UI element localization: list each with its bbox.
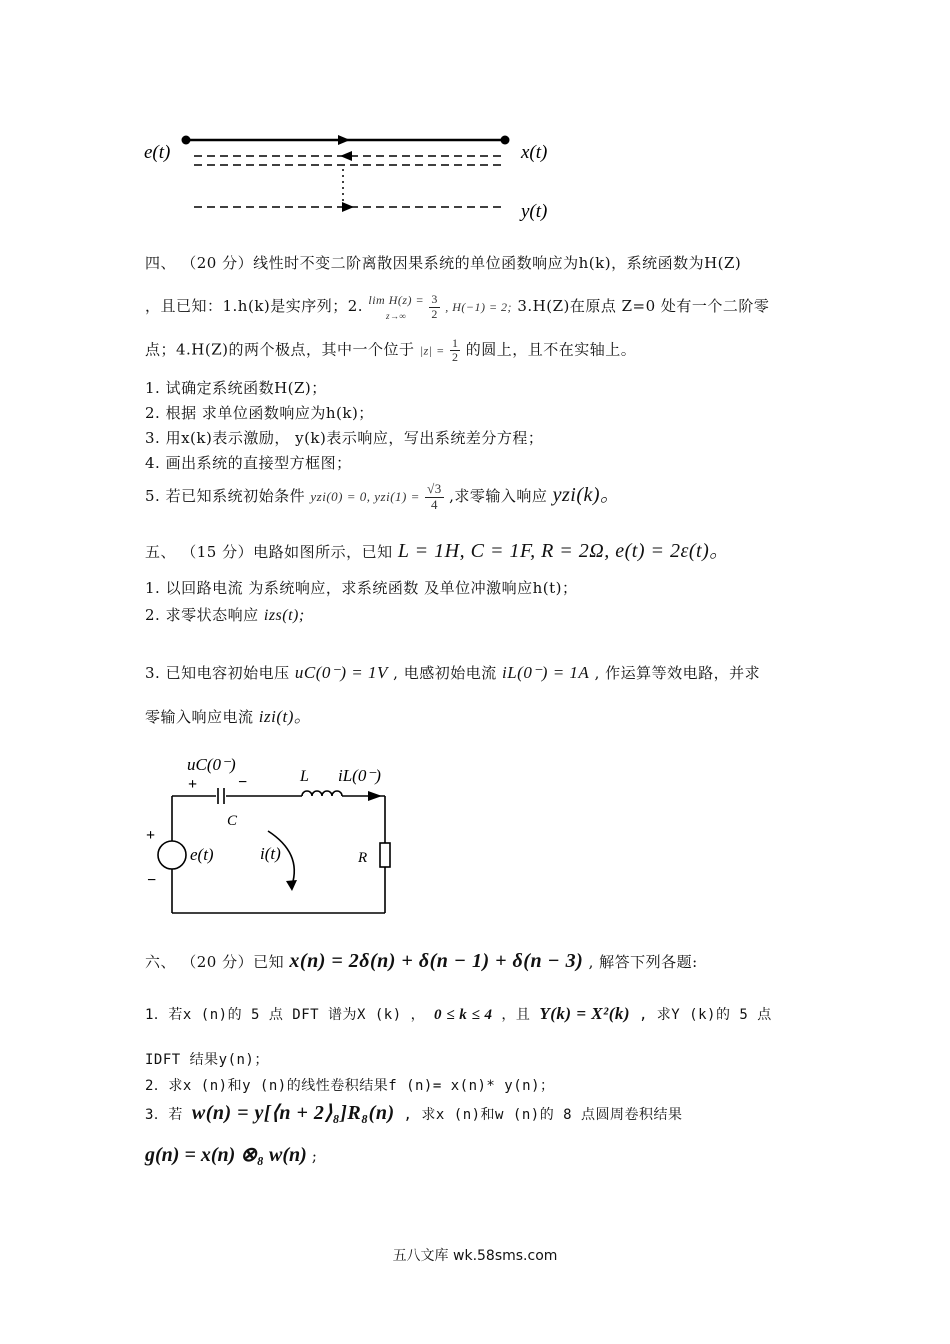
- section6-item1-math2: Y(k) = X²(k): [539, 1004, 631, 1023]
- section6-item-3-line2: [145, 1142, 317, 1167]
- e-source-label: e(t): [190, 845, 214, 864]
- cond-frac: $\frac{3}{2}$: [431, 292, 438, 321]
- circuit-diagram: [140, 745, 410, 920]
- section6-item-2: 2．求x (n)和y (n)的线性卷积结果f (n)= x(n)* y(n)；: [145, 1078, 555, 1094]
- line3-frac: $\frac{1}{2}$: [451, 336, 459, 365]
- item5-b: ,求零输入响应: [449, 487, 548, 505]
- item5-math: yzi(0) = 0, yzi(1) =: [310, 489, 420, 504]
- item5-frac: $\frac{√3}{4}$: [427, 481, 442, 512]
- i-loop-label: i(t): [260, 844, 281, 863]
- section4-item-2: 2. 根据 求单位函数响应为h(k)；: [145, 404, 374, 422]
- section5-heading: [145, 534, 730, 563]
- output-arrow: [342, 202, 354, 212]
- section6-item1-math1: 0 ≤ k ≤ 4: [434, 1007, 493, 1023]
- section6-item3-end: ;: [311, 1147, 318, 1165]
- section4-line3-a: 点；4.H(Z)的两个极点，其中一个位于: [145, 340, 415, 359]
- section5-item-2: [145, 604, 305, 625]
- section5-item3-math3: izi(t)。: [258, 707, 312, 726]
- node-e: [182, 136, 191, 145]
- section5-heading-a: 五、 （15 分）电路如图所示，已知: [145, 543, 393, 561]
- footer-text: 五八文库 wk.58sms.com: [392, 1248, 558, 1264]
- section5-item-1: 1. 以回路电流 为系统响应，求系统函数 及单位冲激响应h(t)；: [145, 579, 578, 597]
- section5-item-3-line2: [145, 702, 311, 727]
- signal-flow-graph: [140, 125, 570, 230]
- item5-a: 5. 若已知系统初始条件: [145, 487, 306, 505]
- section4-item-1: 1. 试确定系统函数H(Z)；: [145, 379, 327, 397]
- node-x: [501, 136, 510, 145]
- l-label: L: [300, 768, 309, 785]
- c-label: C: [227, 813, 238, 829]
- section5-heading-math: L = 1H, C = 1F, R = 2Ω, e(t) = 2ε(t)。: [397, 540, 730, 562]
- section6-item3-math2: g(n) = x(n) ⊗₈ w(n): [145, 1144, 307, 1166]
- cond-lim: [368, 292, 424, 322]
- section4-line3: [145, 337, 636, 364]
- uc-minus: −: [238, 774, 248, 791]
- section6-heading-math: x(n) = 2δ(n) + δ(n − 1) + δ(n − 3): [289, 950, 584, 972]
- section6-heading-b: , 解答下列各题:: [588, 953, 698, 971]
- il-label: iL(0⁻): [338, 766, 381, 785]
- section6-item1-a: 1．若x (n)的 5 点 DFT 谱为X (k) ，: [145, 1007, 426, 1023]
- source-minus: −: [147, 872, 157, 889]
- section6-item1-c: , 求Y (k)的 5 点: [638, 1007, 772, 1023]
- feedback-arrow: [340, 151, 352, 161]
- section4-heading: 四、 （20 分）线性时不变二阶离散因果系统的单位函数响应为h(k)，系统函数为H(Z): [145, 254, 742, 272]
- section5-item3-math1: uC(0⁻) = 1V: [294, 663, 388, 682]
- section6-item3-math: w(n) = y[⟨n + 2⟩₈]R₈(n): [191, 1102, 395, 1124]
- voltage-source: [158, 841, 186, 869]
- section5-item3-line2-a: 零输入响应电流: [145, 708, 254, 726]
- y-label: y(t): [521, 201, 548, 222]
- section6-item-3: [145, 1100, 682, 1125]
- section4-line2-b: 3.H(Z)在原点 Z=0 处有一个二阶零: [517, 297, 770, 315]
- resistor: [380, 843, 390, 867]
- section6-item1-b: ，且: [501, 1007, 531, 1023]
- forward-arrow: [338, 135, 350, 145]
- inductor: [302, 791, 342, 796]
- section5-item2-math: izs(t);: [263, 607, 305, 624]
- section6-item-1-line2: IDFT 结果y(n)；: [145, 1052, 269, 1068]
- uc-label: uC(0⁻): [187, 755, 236, 774]
- section6-heading-a: 六、 （20 分）已知: [145, 953, 285, 971]
- section5-item2-a: 2. 求零状态响应: [145, 606, 259, 624]
- il-arrow: [368, 791, 382, 801]
- section6-heading: [145, 950, 698, 973]
- section4-line3-b: 的圆上，且不在实轴上。: [465, 340, 637, 359]
- cond-h: , H(−1) = 2;: [445, 300, 513, 314]
- section6-item3-b: , 求x (n)和w (n)的 8 点圆周卷积结果: [403, 1107, 683, 1123]
- item5-math2: yzi(k)。: [552, 484, 621, 506]
- source-plus: +: [146, 827, 156, 844]
- section4-item-5: [145, 478, 621, 512]
- section4-line2: [145, 292, 769, 322]
- section5-item3-a: 3. 已知电容初始电压: [145, 664, 290, 682]
- section4-line2-a: ，且已知：1.h(k)是实序列；2.: [145, 297, 364, 315]
- cond-lim-sub: z→∞: [386, 311, 407, 321]
- section5-item3-b: , 电感初始电流: [393, 664, 497, 682]
- e-label: e(t): [144, 142, 171, 163]
- section6-item3-a: 3．若: [145, 1107, 183, 1123]
- x-label: x(t): [521, 142, 548, 163]
- line3-math: |z| =: [419, 343, 445, 358]
- section6-item-1: [145, 1004, 772, 1024]
- r-label: R: [358, 850, 368, 866]
- section5-item3-math2: iL(0⁻) = 1A: [501, 663, 590, 682]
- section4-item-3: 3. 用x(k)表示激励， y(k)表示响应，写出系统差分方程；: [145, 429, 544, 447]
- cond-lim-main: lim H(z) =: [368, 293, 425, 307]
- section5-item3-c: , 作运算等效电路，并求: [594, 664, 761, 682]
- section4-item-4: 4. 画出系统的直接型方框图；: [145, 454, 352, 472]
- section5-item-3: [145, 662, 760, 683]
- uc-plus: +: [188, 776, 198, 793]
- loop-current-arrow: [286, 880, 297, 891]
